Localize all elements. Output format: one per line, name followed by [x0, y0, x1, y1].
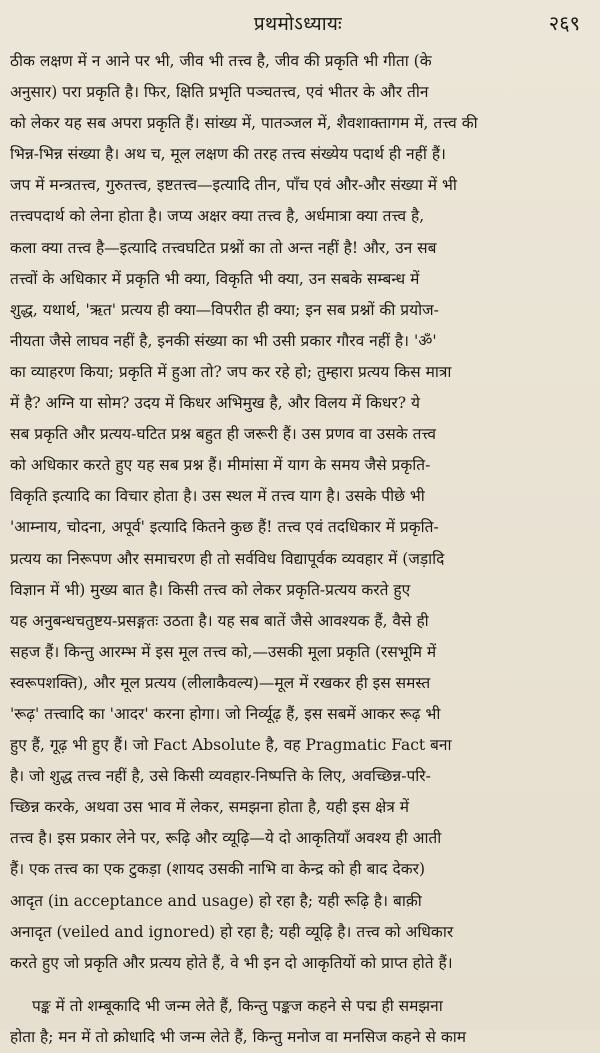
text-line: होता है; मन में तो क्रोधादि भी जन्म लेते हैं, किन्तु मनोज वा मनसिज कहने से काम [10, 1027, 467, 1046]
text-line: ठीक लक्षण में न आने पर भी, जीव भी तत्त्व है, जीव की प्रकृति भी गीता (के [10, 52, 432, 70]
text-line: अनुसार) परा प्रकृति है। फिर, क्षिति प्रभृति पञ्चतत्त्व, एवं भीतर के और तीन [10, 83, 429, 102]
text-line: करते हुए जो प्रकृति और प्रत्यय होते हैं, वे भी इन दो आकृतियों को प्राप्त होते हैं। [10, 953, 453, 972]
body-text [10, 46, 586, 1053]
text-line: 'आम्नाय, चोदना, अपूर्व' इत्यादि कितने कुछ हैं! तत्त्व एवं तदधिकार में प्रकृति- [10, 518, 439, 537]
text-line: कला क्या तत्त्व है—इत्यादि तत्त्वघटित प्रश्नों का तो अन्त नहीं है! और, उन सब [10, 238, 437, 257]
text-line: यह अनुबन्धचतुष्टय-प्रसङ्गतः उठता है। यह सब बातें जैसे आवश्यक हैं, वैसे ही [10, 611, 429, 630]
page-number: २६९ [548, 11, 580, 35]
paragraph-2 [10, 991, 586, 1053]
text-line: का व्याहरण किया; प्रकृति में हुआ तो? जप कर रहे हो; तुम्हारा प्रत्यय किस मात्रा [10, 362, 452, 381]
text-line: हैं। एक तत्त्व का एक टुकड़ा (शायद उसकी नाभि वा केन्द्र को ही बाद देकर) [10, 860, 425, 879]
text-line: हुए हैं, गूढ़ भी हुए हैं। जो Fact Absolute है, वह Pragmatic Fact बना [10, 736, 452, 755]
text-line: सब प्रकृति और प्रत्यय-घटित प्रश्न बहुत ही जरूरी हैं। उस प्रणव वा उसके तत्त्व [10, 425, 437, 444]
text-line: विज्ञान में भी) मुख्य बात है। किसी तत्त्व को लेकर प्रकृति-प्रत्यय करते हुए [10, 580, 411, 599]
text-line: को लेकर यह सब अपरा प्रकृति हैं। सांख्य में, पातञ्जल में, शैवशाक्तागम में, तत्त्व की [10, 114, 478, 133]
text-line: विकृति इत्यादि का विचार होता है। उस स्थल में तत्त्व याग है। उसके पीछे भी [10, 487, 425, 506]
text-line: भिन्न-भिन्न संख्या है। अथ च, मूल लक्षण की तरह तत्त्व संख्येय पदार्थ ही नहीं हैं। [10, 145, 446, 164]
text-line: आदृत (in acceptance and usage) हो रहा है; यही रूढ़ि है। बाक़ी [10, 891, 422, 910]
text-line: नीयता जैसे लाघव नहीं है, इनकी संख्या का भी उसी प्रकार गौरव नहीं है। 'ॐ' [10, 331, 437, 350]
text-line: में है? अग्नि या सोम? उदय में किधर अभिमुख है, और विलय में किधर? ये [10, 394, 420, 413]
paragraph-1 [10, 46, 586, 979]
chapter-title: प्रथमोऽध्यायः [253, 13, 343, 35]
text-line: है। जो शुद्ध तत्त्व नहीं है, उसे किसी व्यवहार-निष्पत्ति के लिए, अवच्छिन्न-परि- [10, 767, 431, 786]
text-line: 'रूढ़' तत्त्वादि का 'आदर' करना होगा। जो निर्व्यूढ़ हैं, इस सबमें आकर रूढ़ भी [10, 704, 441, 723]
text-line: तत्त्व है। इस प्रकार लेने पर, रूढ़ि और व्यूढ़ि—ये दो आकृतियाँ अवश्य ही आती [10, 829, 442, 848]
text-line: सहज हैं। किन्तु आरम्भ में इस मूल तत्त्व को,—उसकी मूला प्रकृति (रसभूमि में [10, 642, 437, 661]
page-header [10, 0, 586, 44]
text-line: च्छिन्न करके, अथवा उस भाव में लेकर, समझना होता है, यही इस क्षेत्र में [10, 798, 409, 817]
text-line: तत्त्वों के अधिकार में प्रकृति भी क्या, विकृति भी क्या, उन सबके सम्बन्ध में [10, 269, 420, 288]
text-line: जप में मन्त्रतत्त्व, गुरुतत्त्व, इष्टतत्त्व—इत्यादि तीन, पाँच एवं और-और संख्या में भी [10, 176, 457, 195]
text-line: स्वरूपशक्ति), और मूल प्रत्यय (लीलाकैवल्य)—मूल में रखकर ही इस समस्त [10, 673, 431, 692]
text-line: शुद्ध, यथार्थ, 'ऋत' प्रत्यय ही क्या—विपरीत ही क्या; इन सब प्रश्नों की प्रयोज- [10, 300, 439, 319]
text-line: प्रत्यय का निरूपण और समाचरण ही तो सर्वविध विद्यापूर्वक व्यवहार में (जड़ादि [10, 549, 445, 568]
text-line: अनादृत (veiled and ignored) हो रहा है; यही व्यूढ़ि है। तत्त्व को अधिकार [10, 922, 454, 941]
text-line: पङ्क में तो शम्बूकादि भी जन्म लेते हैं, किन्तु पङ्कज कहने से पद्म ही समझना [32, 996, 443, 1015]
text-line: तत्त्वपदार्थ को लेना होता है। जप्य अक्षर क्या तत्त्व है, अर्धमात्रा क्या तत्त्व है, [10, 207, 425, 226]
text-line: को अधिकार करते हुए यह सब प्रश्न हैं। मीमांसा में याग के समय जैसे प्रकृति- [10, 456, 431, 475]
